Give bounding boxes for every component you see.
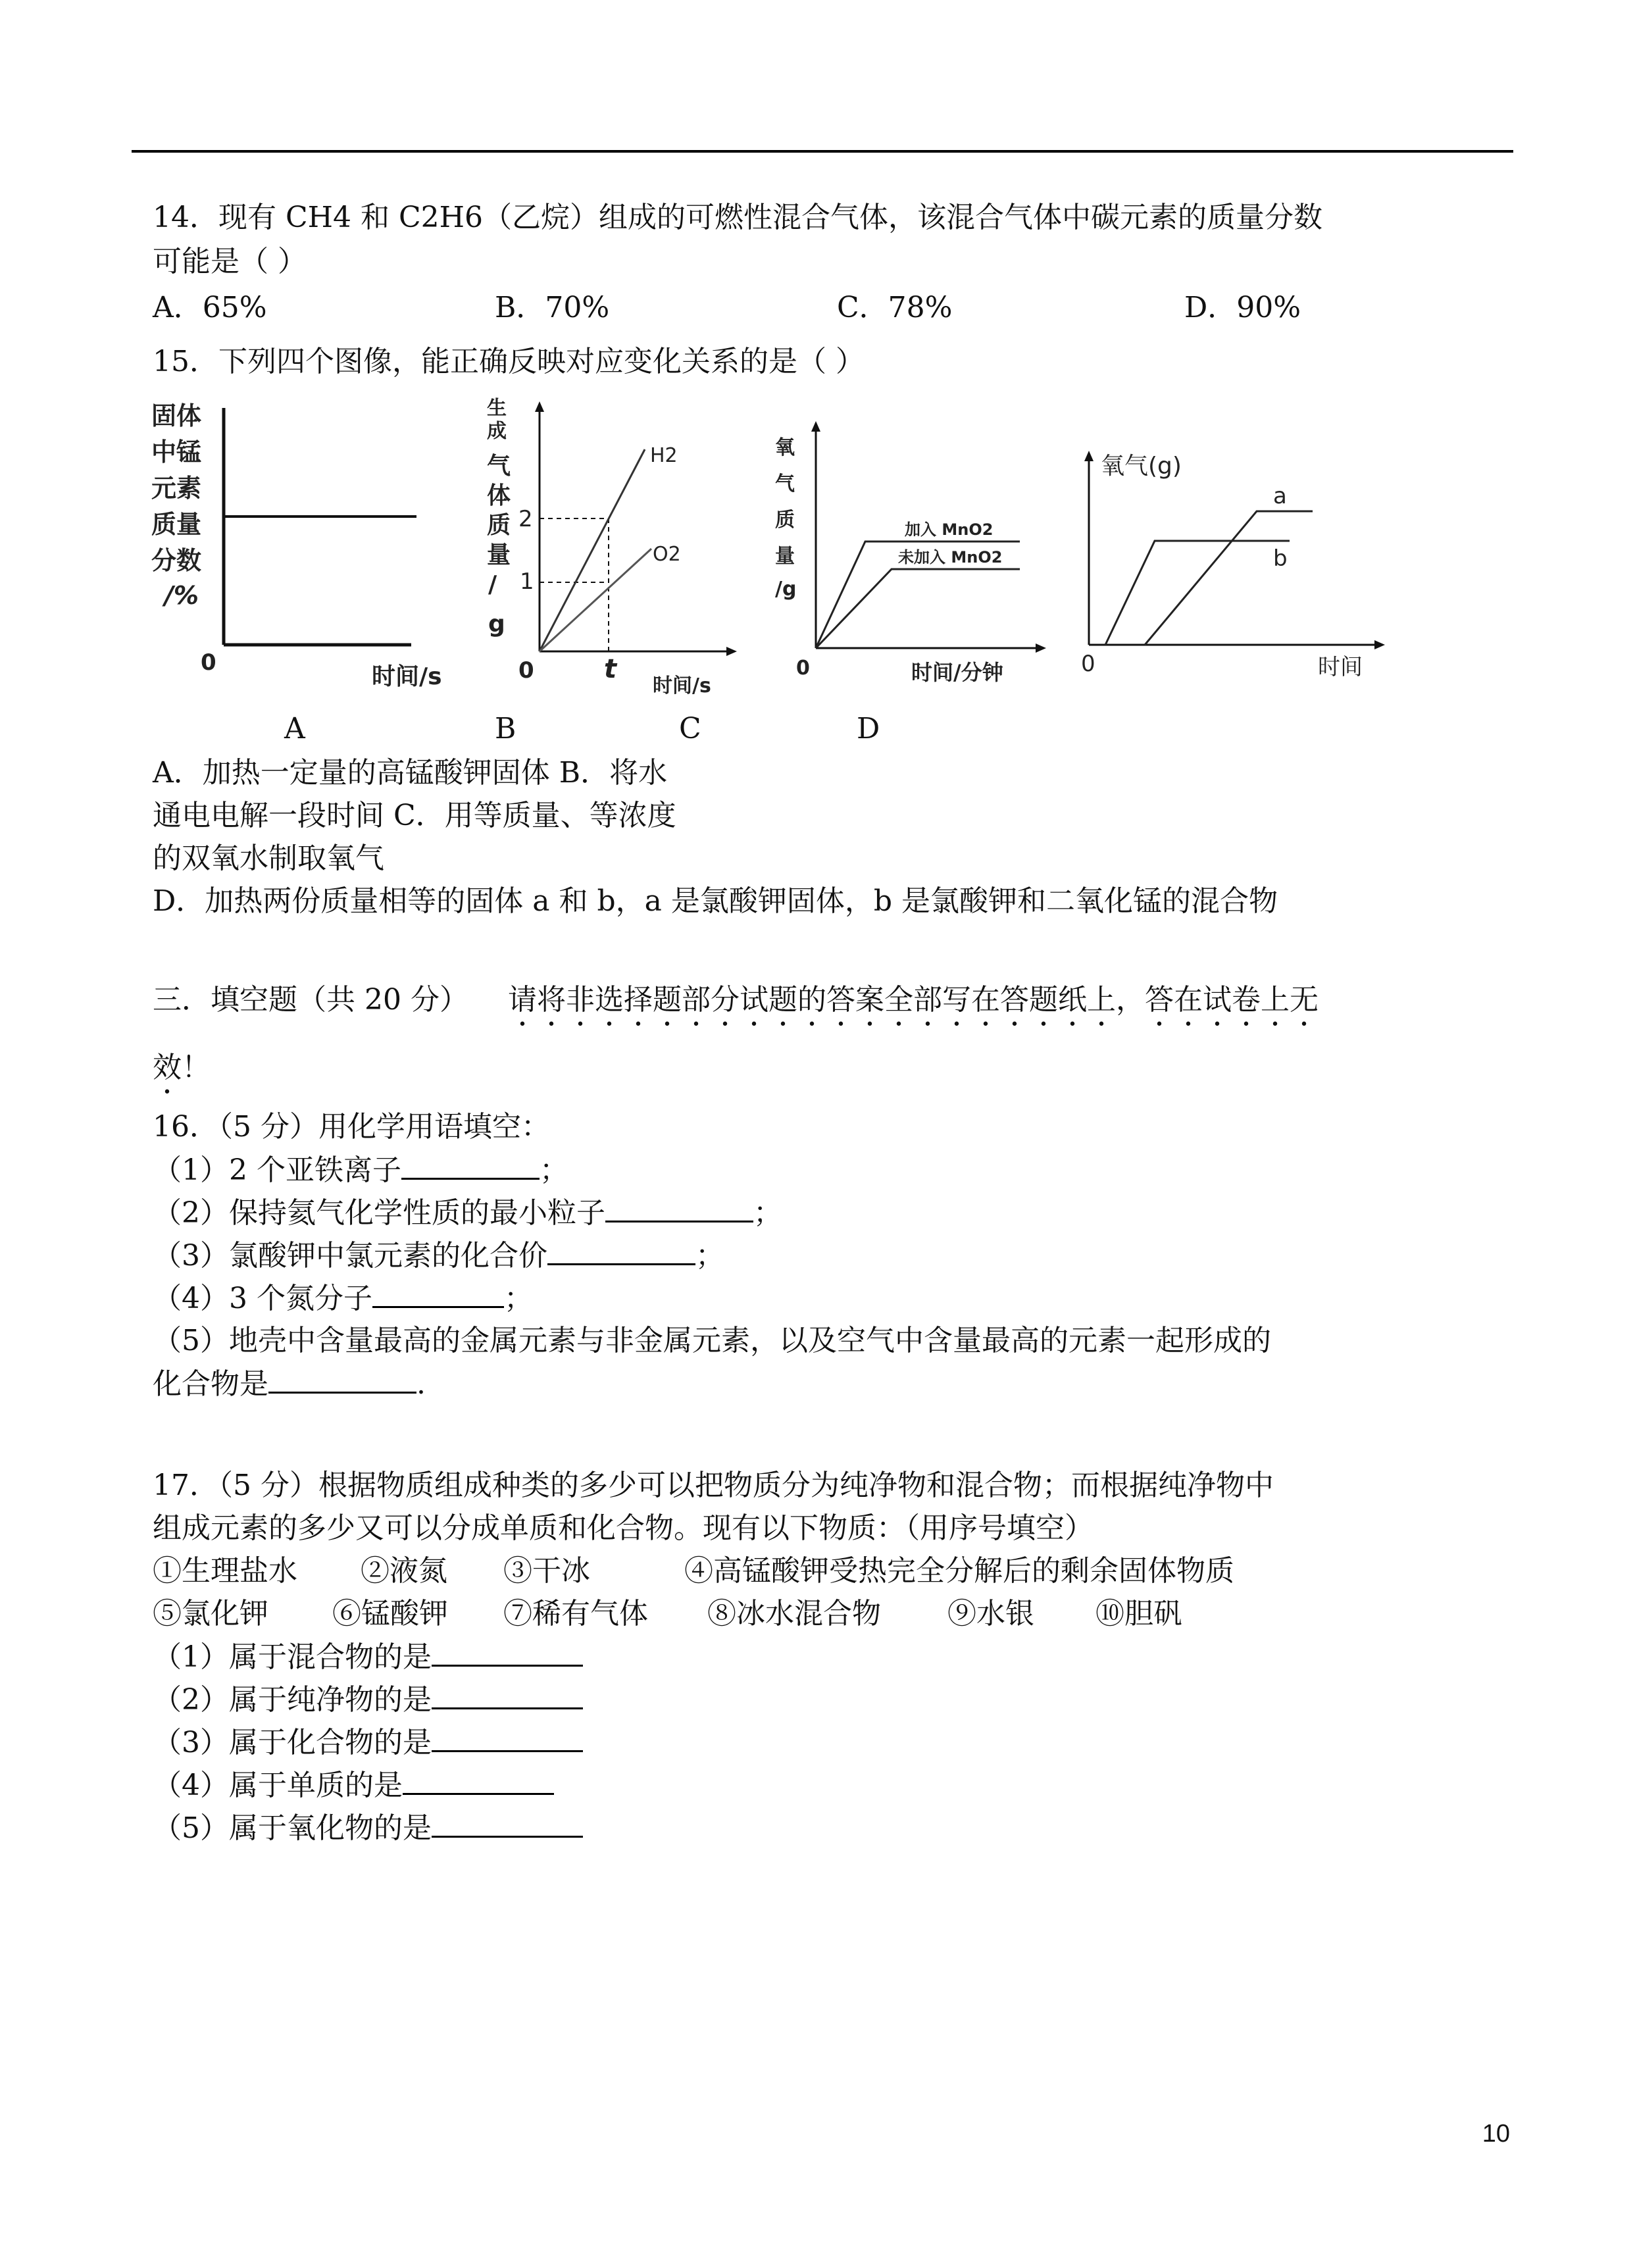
q14-stem-line1: 14．现有 CH4 和 C2H6（乙烷）组成的可燃性混合气体，该混合气体中碳元素的质量分数 (153, 201, 1323, 234)
chart-b-xlabel: 时间/s (653, 674, 711, 697)
chart-b-ylabel-6: 量 (487, 542, 511, 568)
chart-c-label-no-mno2: 未加入 MnO2 (898, 548, 1003, 567)
q17-substance-8: ⑧冰水混合物 (707, 1597, 881, 1630)
q16-item-4 (153, 1280, 533, 1317)
chart-b-tick-t: t (604, 654, 617, 684)
q16-blank-2[interactable] (605, 1194, 753, 1222)
q17-stem-line2: 组成元素的多少又可以分成单质和化合物。现有以下物质：（用序号填空） (153, 1511, 1094, 1545)
q17-item-5 (153, 1809, 583, 1847)
q16-semicolon-2: ； (753, 1196, 782, 1230)
q17-item-1-text: （1）属于混合物的是 (153, 1640, 432, 1674)
chart-b-ylabel-7: / (488, 571, 497, 598)
q16-semicolon-3: ； (695, 1239, 724, 1273)
q15-stem: 15．下列四个图像，能正确反映对应变化关系的是（ ） (153, 345, 865, 378)
q16-item-1 (153, 1151, 568, 1189)
q17-substance-3: ③干冰 (503, 1554, 590, 1588)
chart-b-ylabel-1: 生 (487, 397, 507, 420)
section3-notice: 请将非选择题部分试题的答案全部写在答题纸上，答在试卷上无 (507, 983, 1319, 1017)
chart-d-label-a: a (1273, 483, 1287, 509)
q17-item-3-text: （3）属于化合物的是 (153, 1726, 432, 1759)
q16-item-5-line1: （5）地壳中含量最高的金属元素与非金属元素，以及空气中含量最高的元素一起形成的 (153, 1324, 1271, 1357)
chart-b-ytick-1: 1 (520, 568, 534, 595)
chart-b-ylabel-2: 成 (487, 420, 507, 443)
chart-b-y-arrow (535, 401, 544, 412)
chart-c (770, 411, 1059, 694)
q15-desc-line3: 的双氧水制取氧气 (153, 842, 384, 875)
chart-c-ylabel-1: 氧 (775, 436, 795, 459)
q16-item-1-text: （1）2 个亚铁离子 (153, 1153, 401, 1187)
chart-a-ylabel-3: 元素 (151, 474, 202, 503)
chart-d (1069, 438, 1398, 694)
q16-item-2-text: （2）保持氦气化学性质的最小粒子 (153, 1196, 605, 1230)
q15-desc-line2: 通电电解一段时间 C．用等质量、等浓度 (153, 799, 676, 832)
chart-c-origin: 0 (796, 657, 810, 680)
chart-b-ylabel-3: 气 (487, 453, 511, 480)
chart-c-ylabel-4: 量 (775, 545, 795, 568)
chart-d-series-a (1145, 511, 1313, 645)
chart-d-y-arrow (1084, 451, 1094, 461)
chart-b-series-h2 (540, 449, 645, 651)
q17-item-2 (153, 1681, 583, 1719)
q16-blank-3[interactable] (547, 1237, 695, 1265)
section3-notice-end: 效！ (153, 1051, 211, 1084)
q16-stem: 16．（5 分）用化学用语填空： (153, 1110, 550, 1144)
chart-b-label-o2: O2 (653, 543, 681, 566)
chart-a-ylabel-4: 质量 (151, 510, 202, 539)
q16-semicolon-1: ； (539, 1153, 568, 1187)
chart-a-ylabel-6: /% (164, 581, 199, 610)
chart-c-y-arrow (811, 421, 820, 432)
chart-b (474, 388, 750, 704)
section3-header (153, 982, 1319, 1033)
chart-d-xlabel: 时间 (1318, 654, 1363, 680)
chart-d-ylabel: 氧气(g) (1101, 453, 1182, 480)
q16-item-4-text: （4）3 个氮分子 (153, 1282, 372, 1315)
q14-option-d: D．90% (1184, 291, 1301, 324)
chart-a-origin: 0 (201, 649, 216, 676)
chart-a-ylabel-1: 固体 (151, 401, 202, 430)
chart-c-caption: C (679, 712, 701, 745)
q16-item-3 (153, 1237, 724, 1274)
page-number: 10 (1482, 2120, 1510, 2148)
q17-item-2-text: （2）属于纯净物的是 (153, 1683, 432, 1717)
chart-a-xlabel: 时间/s (372, 663, 442, 690)
chart-b-x-arrow (726, 647, 737, 656)
header-rule (132, 150, 1513, 153)
q16-blank-1[interactable] (401, 1151, 540, 1180)
chart-b-origin: 0 (518, 657, 534, 684)
chart-c-label-mno2: 加入 MnO2 (905, 520, 994, 539)
q16-item-5-line2 (153, 1365, 426, 1403)
q17-stem-line1: 17．（5 分）根据物质组成种类的多少可以把物质分为纯净物和混合物；而根据纯净物中 (153, 1469, 1274, 1502)
q17-substance-5: ⑤氯化钾 (153, 1597, 268, 1630)
q14-option-b: B．70% (495, 291, 610, 324)
chart-d-x-arrow (1374, 640, 1385, 649)
q16-period: . (416, 1367, 426, 1401)
chart-d-label-b: b (1273, 545, 1288, 572)
chart-c-ylabel-3: 质 (775, 509, 795, 532)
q17-blank-3[interactable] (432, 1724, 583, 1752)
chart-a-caption: A (284, 712, 305, 745)
q17-item-4 (153, 1767, 554, 1804)
chart-a-ylabel-2: 中锰 (151, 438, 202, 466)
chart-d-caption: D (857, 712, 880, 745)
q16-semicolon-4: ； (503, 1282, 533, 1315)
q17-substance-1: ①生理盐水 (153, 1554, 297, 1588)
chart-a-ylabel-5: 分数 (151, 546, 202, 575)
chart-a (148, 395, 464, 697)
q17-substance-4: ④高锰酸钾受热完全分解后的剩余固体物质 (684, 1554, 1234, 1588)
q17-blank-4[interactable] (403, 1767, 554, 1795)
q17-item-4-text: （4）属于单质的是 (153, 1769, 403, 1802)
q14-option-a: A．65% (153, 291, 267, 324)
q14-stem-line2: 可能是（ ） (153, 245, 307, 278)
q17-blank-5[interactable] (432, 1809, 583, 1838)
chart-c-ylabel-5: /g (775, 578, 797, 601)
q17-item-5-text: （5）属于氧化物的是 (153, 1811, 432, 1845)
q14-option-c: C．78% (837, 291, 953, 324)
q16-item-2 (153, 1194, 782, 1232)
q17-substance-10: ⑩胆矾 (1095, 1597, 1182, 1630)
section3-notice-cont (153, 1049, 211, 1101)
chart-b-series-o2 (540, 549, 651, 651)
chart-c-ylabel-2: 气 (775, 472, 795, 495)
chart-b-ytick-2: 2 (518, 506, 533, 532)
chart-b-label-h2: H2 (650, 444, 678, 467)
section3-title: 三．填空题（共 20 分） (153, 983, 468, 1017)
q17-blank-2[interactable] (432, 1681, 583, 1709)
q17-substance-2: ②液氮 (361, 1554, 447, 1588)
q17-substance-9: ⑨水银 (947, 1597, 1034, 1630)
q16-item-3-text: （3）氯酸钾中氯元素的化合价 (153, 1239, 547, 1273)
chart-b-caption: B (495, 712, 516, 745)
chart-b-ylabel-8: g (488, 611, 505, 638)
q15-desc-d: D．加热两份质量相等的固体 a 和 b，a 是氯酸钾固体，b 是氯酸钾和二氧化锰的混合物 (153, 884, 1278, 918)
chart-d-series-b (1105, 541, 1290, 645)
chart-d-origin: 0 (1081, 651, 1095, 677)
q17-item-3 (153, 1724, 583, 1761)
q17-item-1 (153, 1638, 583, 1676)
q16-blank-4[interactable] (372, 1280, 504, 1308)
q17-blank-1[interactable] (432, 1638, 583, 1667)
q17-substance-6: ⑥锰酸钾 (332, 1597, 448, 1630)
q17-substance-7: ⑦稀有气体 (503, 1597, 648, 1630)
chart-c-xlabel: 时间/分钟 (911, 660, 1003, 685)
chart-b-ylabel-4: 体 (487, 482, 511, 509)
chart-b-ylabel-5: 质 (487, 512, 511, 539)
q16-item-5-text: 化合物是 (153, 1367, 268, 1401)
chart-c-x-arrow (1036, 643, 1046, 653)
q16-blank-5[interactable] (268, 1365, 416, 1394)
q15-desc-line1: A．加热一定量的高锰酸钾固体 B．将水 (153, 756, 668, 790)
